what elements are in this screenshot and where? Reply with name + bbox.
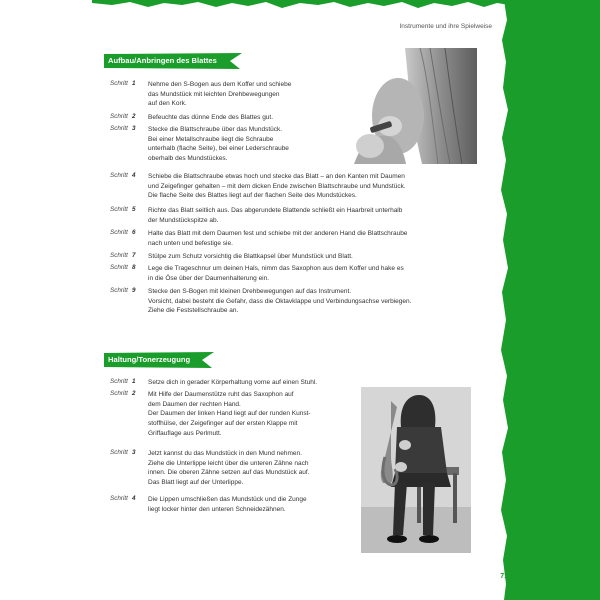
- step-line: stoffhülse, der Zeigefinger auf der ersten Klappe mit: [148, 420, 298, 428]
- step-line: Die flache Seite des Blattes liegt auf der flachen Seite des Mundstückes.: [148, 192, 357, 200]
- step-text: [148, 378, 317, 388]
- step-number: 8: [132, 264, 136, 271]
- step-number: 1: [132, 378, 136, 385]
- step-label: Schritt: [110, 287, 128, 294]
- step-text: [148, 113, 273, 123]
- step-label: Schritt: [110, 264, 128, 271]
- step-label: Schritt: [110, 125, 128, 132]
- chapter-header: Instrumente und ihre Spielweise: [399, 23, 492, 30]
- photo-saxophonist-image: [361, 387, 471, 553]
- step-line: innen. Die oberen Zähne setzen auf das Mundstück auf.: [148, 469, 310, 477]
- step-text: [148, 206, 402, 225]
- step-line: Stecke die Blattschraube über das Mundstück.: [148, 126, 283, 133]
- step-label: Schritt: [110, 495, 128, 502]
- step-number: 3: [132, 125, 136, 132]
- step-line: Ziehe die Feststellschraube an.: [148, 307, 239, 315]
- photo-mouthpiece-image: [350, 48, 477, 164]
- step-label: Schritt: [110, 113, 128, 120]
- step-label: Schritt: [110, 80, 128, 87]
- step-number: 9: [132, 287, 136, 294]
- step-line: Schiebe die Blattschraube etwas hoch und stecke das Blatt – an den Kanten mit Daumen: [148, 173, 405, 180]
- step-number: 4: [132, 495, 136, 502]
- step-line: das Mundstück mit leichten Drehbewegungen: [148, 90, 280, 98]
- step-line: Ziehe die Unterlippe leicht über die unteren Zähne nach: [148, 459, 309, 467]
- document-page: [92, 0, 510, 600]
- step-text: [148, 287, 411, 316]
- step-label: Schritt: [110, 172, 128, 179]
- step-text: [148, 449, 310, 488]
- step-line: der Mundstückspitze ab.: [148, 216, 219, 224]
- step-line: Bei einer Metallschraube liegt die Schraube: [148, 135, 274, 143]
- step-text: [148, 495, 307, 514]
- step-number: 2: [132, 390, 136, 397]
- step-label: Schritt: [110, 229, 128, 236]
- step-number: 1: [132, 80, 136, 87]
- photo-seated-saxophonist: [361, 387, 471, 553]
- step-line: Die Lippen umschließen das Mundstück und die Zunge: [148, 496, 307, 503]
- step-line: Stülpe zum Schutz vorsichtig die Blattkapsel über Mundstück und Blatt.: [148, 253, 353, 260]
- step-line: Das Blatt liegt auf der Unterlippe.: [148, 479, 244, 487]
- step-line: Vorsicht, dabei besteht die Gefahr, dass die Oktavklappe und Verbindungsachse verbiegen.: [148, 297, 412, 305]
- section-heading-haltung: [104, 352, 214, 368]
- step-text: [148, 264, 404, 283]
- step-line: Griffauflage aus Perlmutt.: [148, 429, 222, 437]
- step-label: Schritt: [110, 390, 128, 397]
- section-heading-text: Aufbau/Anbringen des Blattes: [108, 56, 217, 65]
- photo-mouthpiece: [350, 48, 477, 164]
- step-number: 7: [132, 252, 136, 259]
- step-number: 5: [132, 206, 136, 213]
- step-label: Schritt: [110, 378, 128, 385]
- step-text: [148, 80, 291, 109]
- step-line: in die Öse über der Daumenhalterung ein.: [148, 274, 270, 282]
- step-line: Halte das Blatt mit dem Daumen fest und schiebe mit der anderen Hand die Blattschraube: [148, 230, 408, 237]
- step-line: Mit Hilfe der Daumenstütze ruht das Saxophon auf: [148, 391, 294, 398]
- step-number: 2: [132, 113, 136, 120]
- step-line: Der Daumen der linken Hand liegt auf der runden Kunst-: [148, 410, 311, 418]
- right-green-border: [506, 0, 600, 600]
- step-number: 3: [132, 449, 136, 456]
- step-label: Schritt: [110, 252, 128, 259]
- step-line: Lege die Trageschnur um deinen Hals, nimm das Saxophon aus dem Koffer und hake es: [148, 265, 404, 272]
- page-number: 71: [500, 573, 508, 580]
- step-number: 4: [132, 172, 136, 179]
- step-line: Setze dich in gerader Körperhaltung vorne auf einen Stuhl.: [148, 379, 318, 386]
- step-line: auf den Kork.: [148, 100, 187, 108]
- step-line: Stecke den S-Bogen mit kleinen Drehbewegungen auf das Instrument.: [148, 288, 352, 295]
- step-line: Nehme den S-Bogen aus dem Koffer und schiebe: [148, 81, 292, 88]
- right-torn-edge: [496, 0, 510, 600]
- left-margin: [0, 0, 92, 600]
- step-line: Richte das Blatt seitlich aus. Das abgerundete Blattende schließt ein Haarbreit unterhalb: [148, 207, 403, 214]
- step-line: liegt locker hinter den unteren Schneidezähnen.: [148, 505, 286, 513]
- step-text: [148, 172, 406, 201]
- step-line: und Zeigefinger gehalten – mit dem dicken Ende zwischen Blattschraube und Mundstück.: [148, 182, 406, 190]
- step-label: Schritt: [110, 449, 128, 456]
- step-line: unterhalb (flache Seite), bei einer Lederschraube: [148, 145, 289, 153]
- step-number: 6: [132, 229, 136, 236]
- step-text: [148, 125, 289, 164]
- step-line: nach unten und befestige sie.: [148, 239, 233, 247]
- step-text: [148, 252, 353, 262]
- step-line: dem Daumen der rechten Hand.: [148, 400, 241, 408]
- top-torn-edge: [92, 0, 512, 14]
- step-text: [148, 229, 407, 248]
- step-label: Schritt: [110, 206, 128, 213]
- step-line: oberhalb des Mundstückes.: [148, 155, 228, 163]
- step-line: Befeuchte das dünne Ende des Blattes gut.: [148, 114, 274, 121]
- step-text: [148, 390, 311, 439]
- section-heading-aufbau: [104, 53, 242, 69]
- section-heading-text: Haltung/Tonerzeugung: [108, 355, 191, 364]
- step-line: Jetzt kannst du das Mundstück in den Mund nehmen.: [148, 450, 302, 457]
